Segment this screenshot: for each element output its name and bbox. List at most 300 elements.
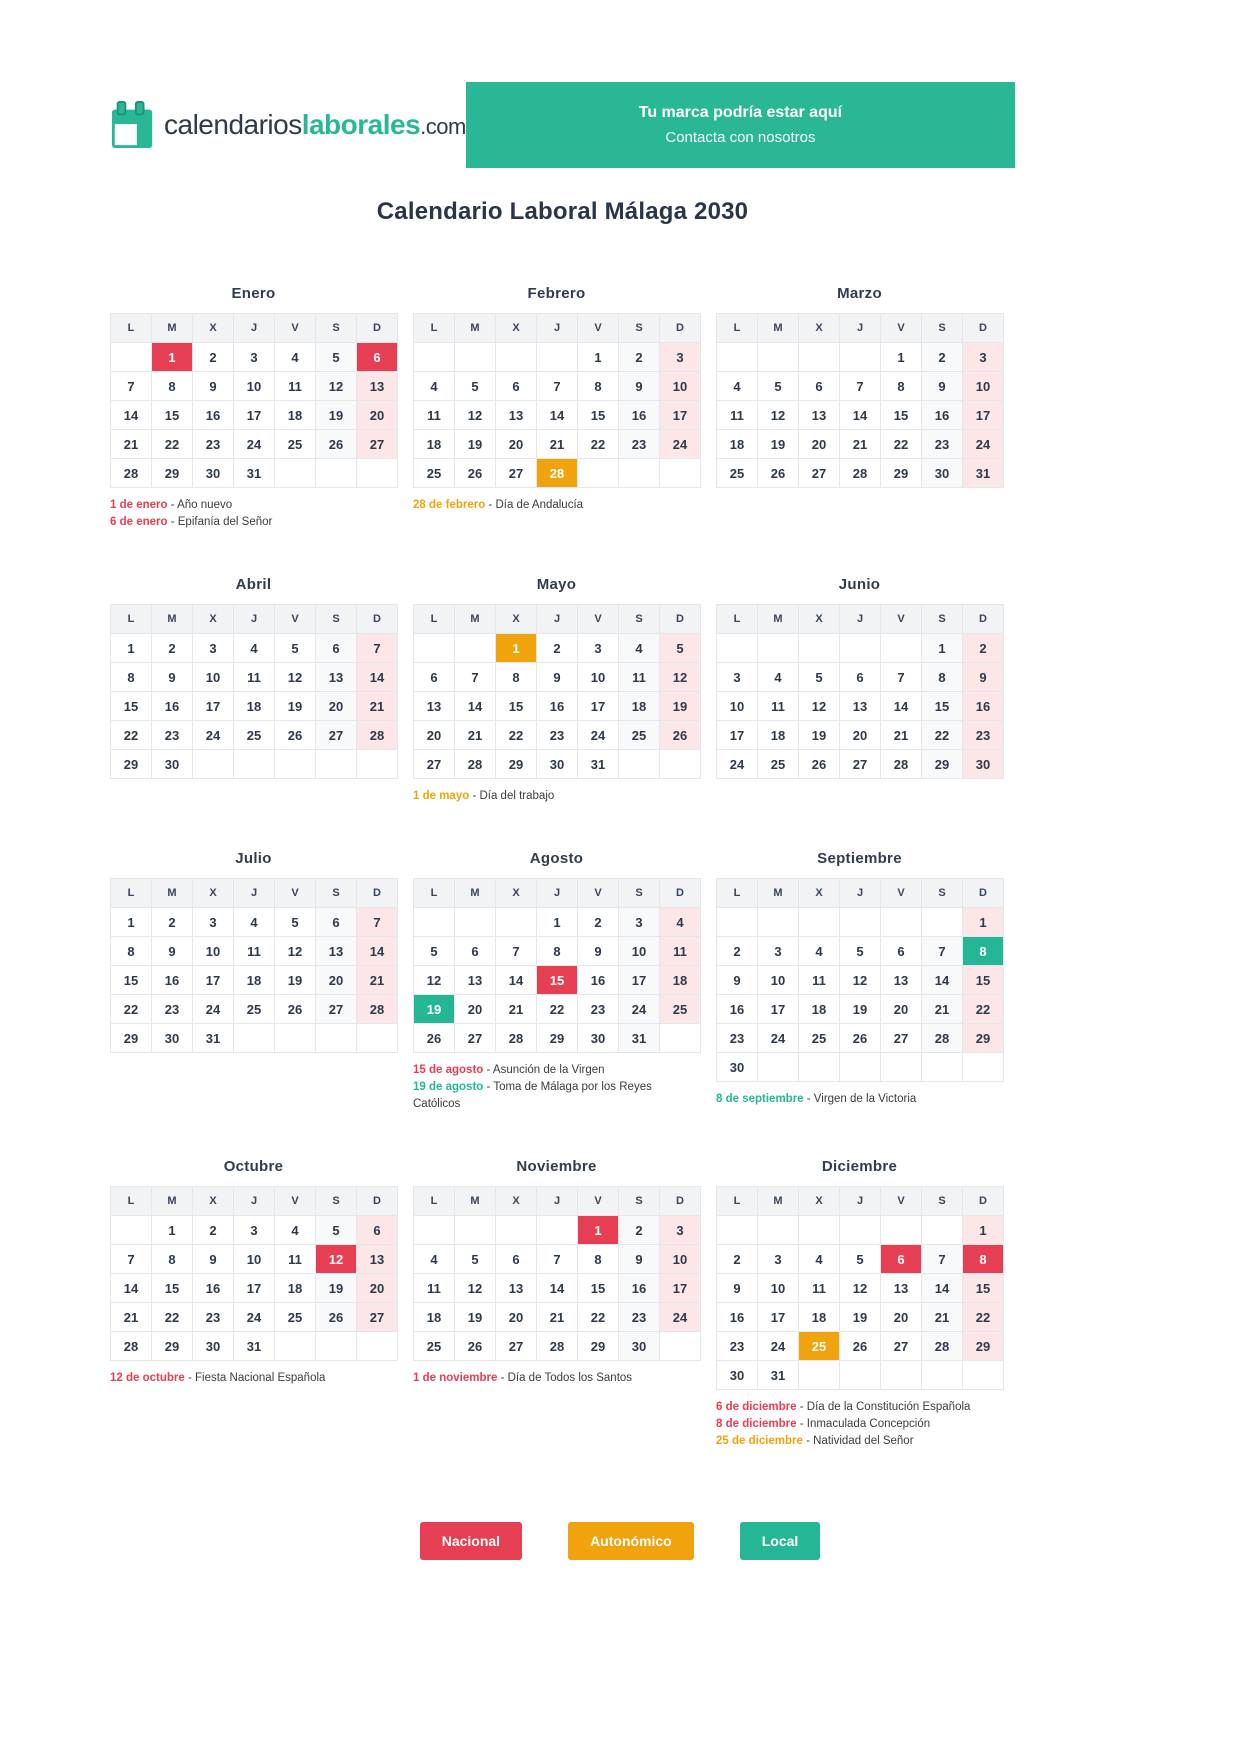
day-cell: 26 bbox=[275, 721, 316, 750]
day-cell: 19 bbox=[660, 692, 701, 721]
day-cell bbox=[537, 1216, 578, 1245]
weekday-header: V bbox=[881, 879, 922, 908]
week-row bbox=[717, 430, 1004, 459]
day-cell bbox=[455, 908, 496, 937]
day-cell: 11 bbox=[234, 937, 275, 966]
weekday-header: J bbox=[537, 605, 578, 634]
day-cell: 17 bbox=[758, 1303, 799, 1332]
weekday-header: V bbox=[275, 314, 316, 343]
day-cell: 30 bbox=[193, 459, 234, 488]
day-cell: 14 bbox=[840, 401, 881, 430]
week-row bbox=[414, 372, 701, 401]
day-cell: 10 bbox=[193, 937, 234, 966]
day-cell: 5 bbox=[455, 1245, 496, 1274]
day-cell: 31 bbox=[578, 750, 619, 779]
day-cell: 14 bbox=[537, 401, 578, 430]
weekday-header-row bbox=[717, 879, 1004, 908]
month-title: Febrero bbox=[527, 285, 586, 302]
day-cell: 28 bbox=[111, 459, 152, 488]
day-cell: 31 bbox=[758, 1361, 799, 1390]
week-row bbox=[717, 1245, 1004, 1274]
day-cell: 28 bbox=[111, 1332, 152, 1361]
day-cell: 25 bbox=[234, 721, 275, 750]
day-cell bbox=[111, 343, 152, 372]
day-cell: 21 bbox=[357, 966, 398, 995]
day-cell: 3 bbox=[660, 343, 701, 372]
weekday-header: L bbox=[414, 1187, 455, 1216]
week-row bbox=[414, 634, 701, 663]
weekday-header: V bbox=[275, 605, 316, 634]
day-cell bbox=[619, 750, 660, 779]
day-cell: 6 bbox=[316, 634, 357, 663]
day-cell: 27 bbox=[316, 721, 357, 750]
holiday-notes bbox=[716, 1399, 1003, 1450]
holiday-note bbox=[110, 514, 397, 531]
weekday-header: L bbox=[717, 605, 758, 634]
months-grid bbox=[110, 284, 1015, 1450]
day-cell bbox=[316, 1024, 357, 1053]
weekday-header: M bbox=[758, 605, 799, 634]
day-cell: 13 bbox=[414, 692, 455, 721]
day-cell: 21 bbox=[922, 995, 963, 1024]
weekday-header: D bbox=[357, 879, 398, 908]
day-cell: 10 bbox=[619, 937, 660, 966]
day-cell: 26 bbox=[316, 1303, 357, 1332]
day-cell bbox=[357, 1024, 398, 1053]
day-cell: 14 bbox=[357, 663, 398, 692]
day-cell: 7 bbox=[922, 1245, 963, 1274]
weekday-header: M bbox=[152, 605, 193, 634]
weekday-header: J bbox=[537, 314, 578, 343]
weekday-header: J bbox=[840, 879, 881, 908]
day-cell: 26 bbox=[840, 1024, 881, 1053]
day-cell bbox=[275, 750, 316, 779]
holiday-note bbox=[413, 788, 700, 805]
day-cell: 27 bbox=[881, 1024, 922, 1053]
day-cell: 24 bbox=[234, 1303, 275, 1332]
day-cell: 20 bbox=[496, 1303, 537, 1332]
weekday-header-row bbox=[414, 314, 701, 343]
ad-banner[interactable] bbox=[466, 82, 1015, 168]
day-cell: 6 bbox=[496, 1245, 537, 1274]
day-cell: 4 bbox=[414, 372, 455, 401]
day-cell: 18 bbox=[619, 692, 660, 721]
day-cell: 24 bbox=[193, 721, 234, 750]
day-cell: 20 bbox=[799, 430, 840, 459]
day-cell: 3 bbox=[234, 1216, 275, 1245]
day-cell: 8 bbox=[881, 372, 922, 401]
day-cell: 17 bbox=[619, 966, 660, 995]
day-cell: 15 bbox=[496, 692, 537, 721]
weekday-header: M bbox=[152, 879, 193, 908]
day-cell: 12 bbox=[840, 966, 881, 995]
holiday-note-date: 19 de agosto bbox=[413, 1081, 484, 1093]
week-row bbox=[111, 1274, 398, 1303]
calendar-table bbox=[716, 313, 1004, 488]
day-cell: 13 bbox=[881, 966, 922, 995]
day-cell bbox=[840, 343, 881, 372]
day-cell: 9 bbox=[193, 1245, 234, 1274]
day-cell: 9 bbox=[578, 937, 619, 966]
day-cell: 11 bbox=[275, 372, 316, 401]
weekday-header: J bbox=[234, 879, 275, 908]
calendar-table bbox=[716, 878, 1004, 1082]
day-cell bbox=[799, 908, 840, 937]
week-row bbox=[111, 459, 398, 488]
day-cell: 20 bbox=[357, 401, 398, 430]
day-cell: 1 bbox=[537, 908, 578, 937]
day-cell: 28 bbox=[357, 995, 398, 1024]
day-cell: 7 bbox=[840, 372, 881, 401]
day-cell: 17 bbox=[193, 692, 234, 721]
day-cell: 5 bbox=[840, 1245, 881, 1274]
week-row bbox=[717, 1216, 1004, 1245]
day-cell: 27 bbox=[357, 1303, 398, 1332]
day-cell: 3 bbox=[193, 908, 234, 937]
holiday-note bbox=[413, 1062, 700, 1079]
holiday-note-date: 8 de diciembre bbox=[716, 1418, 797, 1430]
weekday-header: M bbox=[758, 314, 799, 343]
day-cell: 30 bbox=[537, 750, 578, 779]
holiday-note bbox=[716, 1399, 1003, 1416]
day-cell: 12 bbox=[275, 937, 316, 966]
weekday-header: D bbox=[660, 879, 701, 908]
day-cell: 23 bbox=[619, 1303, 660, 1332]
brand-logo[interactable] bbox=[110, 100, 466, 150]
day-cell: 18 bbox=[717, 430, 758, 459]
day-cell bbox=[357, 750, 398, 779]
day-cell: 30 bbox=[922, 459, 963, 488]
day-cell: 12 bbox=[455, 1274, 496, 1303]
weekday-header: D bbox=[660, 314, 701, 343]
holiday-note-text: - Inmaculada Concepción bbox=[796, 1418, 931, 1430]
day-cell: 17 bbox=[660, 401, 701, 430]
month-body bbox=[717, 1216, 1004, 1390]
weekday-header: J bbox=[840, 314, 881, 343]
day-cell: 14 bbox=[455, 692, 496, 721]
day-cell: 1 bbox=[963, 1216, 1004, 1245]
week-row bbox=[111, 634, 398, 663]
day-cell: 6 bbox=[496, 372, 537, 401]
weekday-header-row bbox=[414, 605, 701, 634]
day-cell: 29 bbox=[152, 459, 193, 488]
week-row bbox=[111, 995, 398, 1024]
week-row bbox=[717, 401, 1004, 430]
weekday-header-row bbox=[414, 879, 701, 908]
day-cell bbox=[963, 1053, 1004, 1082]
day-cell: 18 bbox=[799, 995, 840, 1024]
day-cell: 22 bbox=[111, 995, 152, 1024]
day-cell: 24 bbox=[234, 430, 275, 459]
day-cell: 29 bbox=[963, 1332, 1004, 1361]
banner-contact-link: Contacta con nosotros bbox=[665, 129, 816, 146]
day-cell bbox=[455, 343, 496, 372]
day-cell: 11 bbox=[717, 401, 758, 430]
holiday-note bbox=[413, 1079, 700, 1113]
weekday-header-row bbox=[111, 1187, 398, 1216]
day-cell bbox=[881, 1216, 922, 1245]
weekday-header: M bbox=[455, 605, 496, 634]
weekday-header: S bbox=[922, 879, 963, 908]
day-cell: 30 bbox=[963, 750, 1004, 779]
month-agosto bbox=[413, 849, 700, 1113]
calendar-table bbox=[413, 604, 701, 779]
day-cell: 2 bbox=[193, 343, 234, 372]
day-cell: 24 bbox=[193, 995, 234, 1024]
day-cell: 17 bbox=[758, 995, 799, 1024]
legend-button-autonomico[interactable]: Autonómico bbox=[568, 1522, 694, 1560]
day-cell bbox=[799, 1216, 840, 1245]
day-cell: 4 bbox=[234, 634, 275, 663]
month-julio bbox=[110, 849, 397, 1053]
day-cell: 22 bbox=[537, 995, 578, 1024]
weekday-header: X bbox=[193, 314, 234, 343]
day-cell: 16 bbox=[963, 692, 1004, 721]
weekday-header: V bbox=[881, 605, 922, 634]
month-title: Mayo bbox=[536, 576, 577, 593]
week-row bbox=[414, 908, 701, 937]
day-cell: 27 bbox=[496, 459, 537, 488]
day-cell: 2 bbox=[717, 1245, 758, 1274]
week-row bbox=[717, 1053, 1004, 1082]
day-cell: 1 bbox=[111, 634, 152, 663]
weekday-header: L bbox=[414, 605, 455, 634]
day-cell-holiday-autonomico: 28 bbox=[537, 459, 578, 488]
day-cell bbox=[316, 750, 357, 779]
day-cell bbox=[922, 908, 963, 937]
day-cell bbox=[922, 1216, 963, 1245]
day-cell bbox=[758, 634, 799, 663]
day-cell: 12 bbox=[799, 692, 840, 721]
day-cell: 3 bbox=[193, 634, 234, 663]
day-cell bbox=[799, 1053, 840, 1082]
day-cell: 29 bbox=[537, 1024, 578, 1053]
day-cell: 6 bbox=[414, 663, 455, 692]
weekday-header: L bbox=[111, 314, 152, 343]
week-row bbox=[414, 663, 701, 692]
day-cell: 23 bbox=[152, 995, 193, 1024]
day-cell: 14 bbox=[357, 937, 398, 966]
day-cell: 18 bbox=[275, 401, 316, 430]
day-cell: 18 bbox=[660, 966, 701, 995]
day-cell: 3 bbox=[758, 1245, 799, 1274]
week-row bbox=[717, 966, 1004, 995]
day-cell: 9 bbox=[922, 372, 963, 401]
day-cell: 19 bbox=[275, 692, 316, 721]
day-cell: 27 bbox=[316, 995, 357, 1024]
week-row bbox=[414, 1216, 701, 1245]
day-cell bbox=[455, 634, 496, 663]
week-row bbox=[111, 966, 398, 995]
week-row bbox=[717, 459, 1004, 488]
week-row bbox=[414, 721, 701, 750]
day-cell: 22 bbox=[578, 1303, 619, 1332]
day-cell: 24 bbox=[660, 1303, 701, 1332]
month-title: Septiembre bbox=[817, 850, 902, 867]
day-cell: 17 bbox=[660, 1274, 701, 1303]
day-cell: 30 bbox=[717, 1053, 758, 1082]
day-cell: 23 bbox=[619, 430, 660, 459]
day-cell: 26 bbox=[275, 995, 316, 1024]
day-cell bbox=[660, 1024, 701, 1053]
day-cell: 4 bbox=[414, 1245, 455, 1274]
day-cell bbox=[496, 1216, 537, 1245]
holiday-notes bbox=[716, 1091, 1003, 1108]
day-cell: 20 bbox=[316, 692, 357, 721]
holiday-note-text: - Toma de Málaga por los Reyes Católicos bbox=[413, 1081, 652, 1110]
day-cell-holiday-nacional: 1 bbox=[152, 343, 193, 372]
day-cell: 4 bbox=[758, 663, 799, 692]
week-row bbox=[717, 1303, 1004, 1332]
day-cell bbox=[193, 750, 234, 779]
weekday-header: S bbox=[316, 879, 357, 908]
day-cell: 24 bbox=[717, 750, 758, 779]
holiday-note bbox=[716, 1416, 1003, 1433]
weekday-header: D bbox=[357, 605, 398, 634]
day-cell: 31 bbox=[234, 1332, 275, 1361]
day-cell bbox=[578, 459, 619, 488]
day-cell: 24 bbox=[758, 1332, 799, 1361]
day-cell bbox=[414, 908, 455, 937]
calendar-table bbox=[110, 878, 398, 1053]
weekday-header: V bbox=[275, 1187, 316, 1216]
day-cell: 28 bbox=[922, 1024, 963, 1053]
day-cell: 8 bbox=[496, 663, 537, 692]
day-cell bbox=[922, 1053, 963, 1082]
day-cell: 20 bbox=[881, 995, 922, 1024]
week-row bbox=[414, 1274, 701, 1303]
weekday-header-row bbox=[111, 879, 398, 908]
brand-logo-text bbox=[164, 109, 466, 141]
day-cell: 18 bbox=[414, 1303, 455, 1332]
day-cell: 13 bbox=[316, 663, 357, 692]
week-row bbox=[111, 1332, 398, 1361]
day-cell: 13 bbox=[357, 372, 398, 401]
legend-button-nacional[interactable]: Nacional bbox=[420, 1522, 522, 1560]
day-cell bbox=[357, 459, 398, 488]
day-cell: 22 bbox=[152, 1303, 193, 1332]
day-cell: 15 bbox=[963, 1274, 1004, 1303]
holiday-note bbox=[413, 1370, 700, 1387]
day-cell bbox=[414, 1216, 455, 1245]
day-cell: 3 bbox=[619, 908, 660, 937]
day-cell: 12 bbox=[414, 966, 455, 995]
week-row bbox=[414, 1303, 701, 1332]
day-cell: 24 bbox=[660, 430, 701, 459]
weekday-header: X bbox=[799, 1187, 840, 1216]
day-cell bbox=[234, 1024, 275, 1053]
weekday-header: J bbox=[234, 605, 275, 634]
weekday-header-row bbox=[414, 879, 701, 908]
legend-button-local[interactable]: Local bbox=[740, 1522, 821, 1560]
day-cell: 25 bbox=[275, 430, 316, 459]
day-cell: 21 bbox=[537, 1303, 578, 1332]
month-febrero bbox=[413, 284, 700, 514]
day-cell: 7 bbox=[455, 663, 496, 692]
day-cell: 16 bbox=[922, 401, 963, 430]
day-cell: 7 bbox=[922, 937, 963, 966]
weekday-header-row bbox=[111, 879, 398, 908]
day-cell: 30 bbox=[619, 1332, 660, 1361]
day-cell: 20 bbox=[455, 995, 496, 1024]
day-cell: 16 bbox=[619, 1274, 660, 1303]
holiday-note-date: 6 de enero bbox=[110, 516, 168, 528]
weekday-header: L bbox=[111, 605, 152, 634]
week-row bbox=[111, 937, 398, 966]
day-cell: 18 bbox=[275, 1274, 316, 1303]
day-cell bbox=[234, 750, 275, 779]
month-title: Diciembre bbox=[821, 1158, 898, 1175]
day-cell: 9 bbox=[619, 1245, 660, 1274]
day-cell: 8 bbox=[922, 663, 963, 692]
week-row bbox=[414, 937, 701, 966]
day-cell: 12 bbox=[840, 1274, 881, 1303]
day-cell: 29 bbox=[578, 1332, 619, 1361]
day-cell: 2 bbox=[537, 634, 578, 663]
holiday-note-date: 1 de noviembre bbox=[413, 1372, 498, 1384]
day-cell: 14 bbox=[922, 1274, 963, 1303]
day-cell: 16 bbox=[193, 401, 234, 430]
calendar-table bbox=[716, 1186, 1004, 1390]
day-cell-holiday-local: 19 bbox=[414, 995, 455, 1024]
day-cell bbox=[922, 1361, 963, 1390]
day-cell: 14 bbox=[881, 692, 922, 721]
day-cell: 15 bbox=[111, 692, 152, 721]
day-cell bbox=[496, 908, 537, 937]
week-row bbox=[111, 908, 398, 937]
day-cell: 4 bbox=[234, 908, 275, 937]
weekday-header-row bbox=[717, 1187, 1004, 1216]
day-cell: 25 bbox=[758, 750, 799, 779]
day-cell: 21 bbox=[840, 430, 881, 459]
weekday-header: J bbox=[840, 1187, 881, 1216]
day-cell: 29 bbox=[881, 459, 922, 488]
weekday-header: J bbox=[234, 314, 275, 343]
day-cell bbox=[717, 1216, 758, 1245]
day-cell: 15 bbox=[578, 401, 619, 430]
day-cell: 14 bbox=[496, 966, 537, 995]
day-cell: 5 bbox=[455, 372, 496, 401]
day-cell: 10 bbox=[963, 372, 1004, 401]
day-cell: 8 bbox=[578, 1245, 619, 1274]
day-cell: 23 bbox=[717, 1024, 758, 1053]
day-cell: 2 bbox=[193, 1216, 234, 1245]
day-cell bbox=[799, 1361, 840, 1390]
day-cell: 30 bbox=[193, 1332, 234, 1361]
weekday-header: V bbox=[578, 314, 619, 343]
day-cell: 15 bbox=[152, 401, 193, 430]
day-cell: 5 bbox=[660, 634, 701, 663]
weekday-header: S bbox=[922, 1187, 963, 1216]
day-cell: 10 bbox=[234, 1245, 275, 1274]
week-row bbox=[717, 937, 1004, 966]
day-cell: 6 bbox=[881, 937, 922, 966]
day-cell: 24 bbox=[758, 1024, 799, 1053]
calendar-table bbox=[413, 313, 701, 488]
day-cell: 10 bbox=[758, 1274, 799, 1303]
weekday-header: S bbox=[619, 314, 660, 343]
weekday-header: S bbox=[922, 605, 963, 634]
day-cell bbox=[758, 343, 799, 372]
day-cell: 19 bbox=[799, 721, 840, 750]
weekday-header-row bbox=[414, 314, 701, 343]
holiday-note-date: 15 de agosto bbox=[413, 1064, 484, 1076]
week-row bbox=[717, 372, 1004, 401]
day-cell: 12 bbox=[316, 372, 357, 401]
day-cell: 25 bbox=[234, 995, 275, 1024]
day-cell: 29 bbox=[963, 1024, 1004, 1053]
day-cell bbox=[881, 1361, 922, 1390]
